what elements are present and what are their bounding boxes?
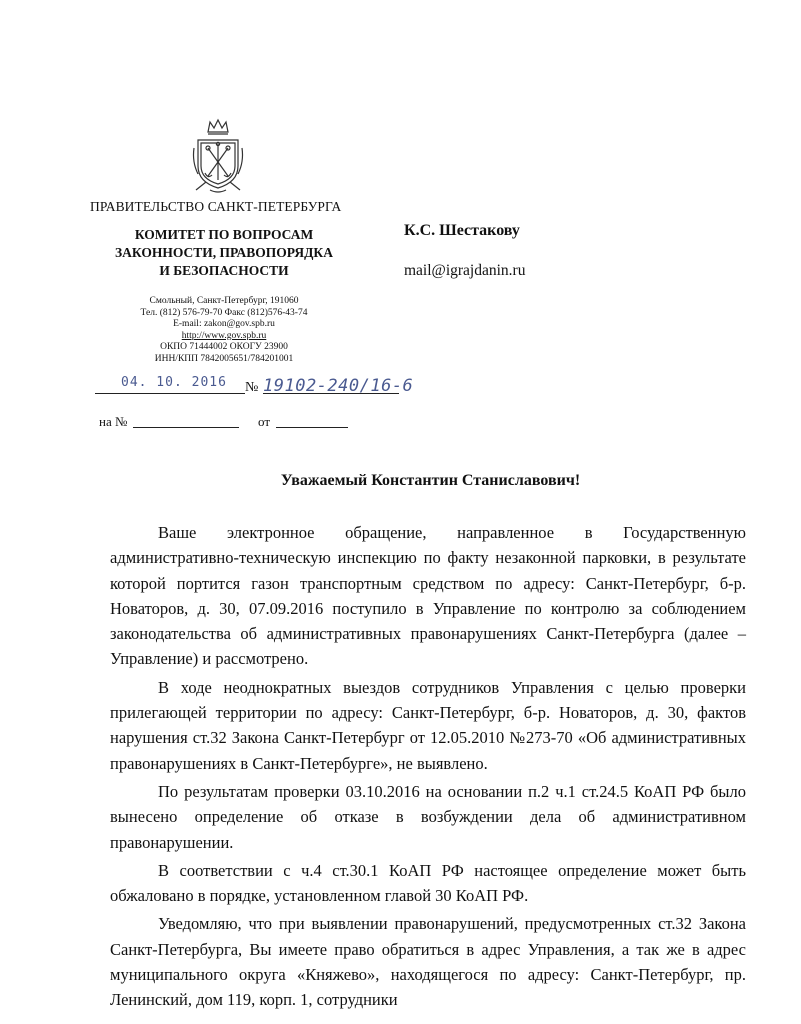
committee-name: [96, 226, 352, 280]
date-underline: [95, 393, 245, 394]
addressee-name: К.С. Шестакову: [404, 222, 520, 239]
number-label: №: [245, 380, 259, 395]
coat-of-arms-icon: [190, 118, 246, 196]
address-line: Смольный, Санкт-Петербург, 191060: [149, 296, 299, 306]
addressee-email: mail@igrajdanin.ru: [404, 262, 526, 279]
committee-line: ЗАКОННОСТИ, ПРАВОПОРЯДКА: [115, 245, 333, 260]
body-paragraph: Уведомляю, что при выявлении правонарушений, предусмотренных ст.32 Закона Санкт-Петербурга, Вы имеете право обратиться в адрес Управления, а так же в адрес муниципального округа «Княжево», находящегося по адресу: Санкт-Петербург, пр. Ленинский, дом 119, корп. 1, сотрудники: [110, 914, 746, 1010]
phone-fax-line: Тел. (812) 576-79-70 Факс (812)576-43-74: [140, 307, 308, 318]
okpo-okogu-line: ОКПО 71444002 ОКОГУ 23900: [160, 342, 288, 352]
inn-kpp-line: ИНН/КПП 7842005651/784201001: [154, 353, 294, 364]
greeting: Уважаемый Константин Станиславович!: [280, 472, 581, 489]
government-title: ПРАВИТЕЛЬСТВО САНКТ-ПЕТЕРБУРГА: [90, 199, 342, 214]
number-underline: [263, 393, 399, 394]
contact-block: [112, 296, 336, 365]
reference-date-line: [276, 427, 348, 428]
body-paragraph: В соответствии с ч.4 ст.30.1 КоАП РФ настоящее определение может быть обжаловано в порядке, установленном главой 30 КоАП РФ.: [110, 860, 746, 906]
committee-line: КОМИТЕТ ПО ВОПРОСАМ: [134, 227, 314, 242]
outgoing-date: 04. 10. 2016: [121, 375, 227, 390]
letter-body: [110, 520, 746, 1010]
website-link[interactable]: http://www.gov.spb.ru: [181, 330, 267, 341]
body-paragraph: Ваше электронное обращение, направленное в Государственную административно-техническую инспекцию по факту незаконной парковки, в результате которой портится газон транспортным средством по адресу: Санкт-Петербург, б-р. Новаторов, д. 30, 07.09.2016 поступило в Управление по контролю за соблюдением законодательства об административных правонарушениях Санкт-Петербурга (далее – Управление) и рассмотрено.: [110, 523, 746, 669]
body-paragraph: В ходе неоднократных выездов сотрудников Управления с целью проверки прилегающей территории по адресу: Санкт-Петербург, б-р. Новаторов, д. 30, фактов нарушения ст.32 Закона Санкт-Петербург от 12.05.2010 №273-70 «Об административных правонарушениях в Санкт-Петербурге», не выявлено.: [110, 677, 746, 773]
reference-date-label: от: [258, 414, 271, 429]
committee-line: И БЕЗОПАСНОСТИ: [159, 263, 289, 278]
email-line: E-mail: zakon@gov.spb.ru: [173, 319, 275, 329]
reference-number-line: [133, 427, 239, 428]
outgoing-number: 19102-240/16-6: [263, 376, 414, 396]
body-paragraph: По результатам проверки 03.10.2016 на основании п.2 ч.1 ст.24.5 КоАП РФ было вынесено определение об отказе в возбуждении дела об административном правонарушении.: [110, 781, 746, 852]
reference-number-label: на №: [99, 414, 128, 429]
